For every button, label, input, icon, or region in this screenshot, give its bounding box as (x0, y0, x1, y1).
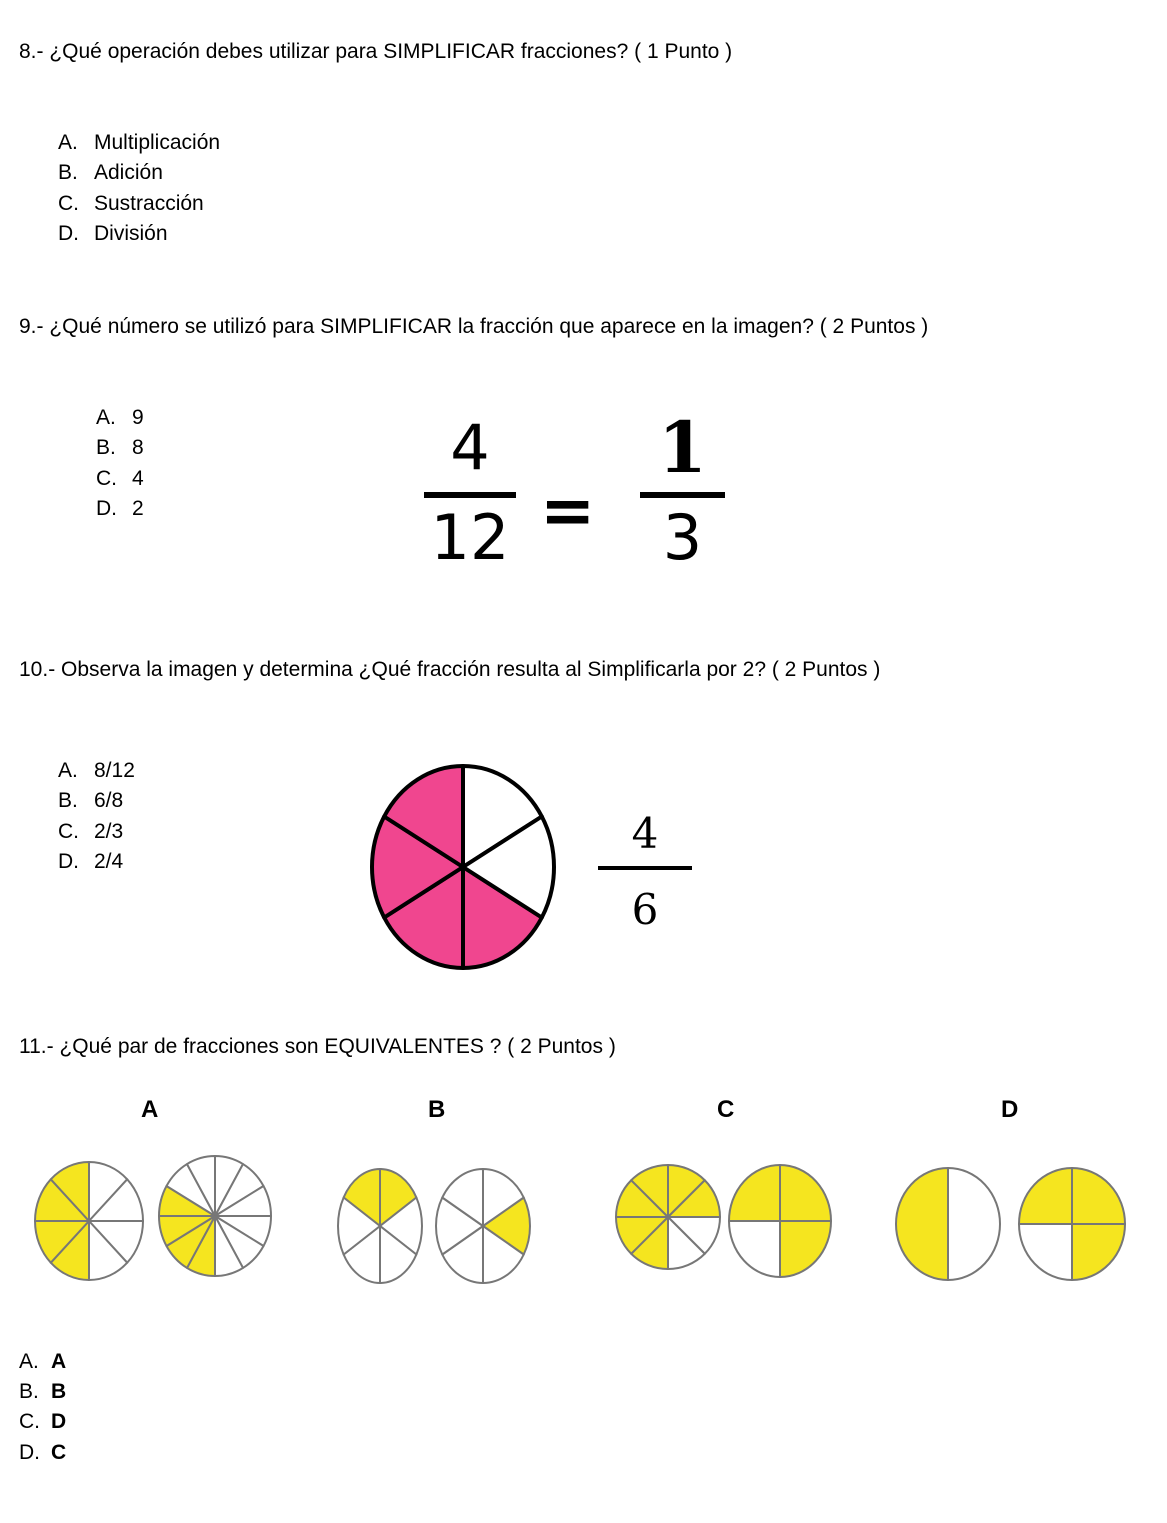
option-text: División (94, 222, 168, 245)
option-text: C (51, 1441, 67, 1464)
q10-option-a[interactable] (58, 759, 135, 783)
option-letter: C. (19, 1410, 40, 1433)
q10-option-b[interactable] (58, 789, 123, 813)
pair-a-right-circle (157, 1154, 273, 1278)
column-label-b: B (428, 1096, 446, 1123)
fraction-numerator: 4 (631, 809, 659, 858)
pair-c-right-circle (727, 1163, 833, 1279)
pair-d-left-circle (894, 1166, 1002, 1282)
option-text: 6/8 (94, 789, 124, 812)
q8-option-c[interactable] (58, 192, 204, 216)
fraction-denominator: 3 (662, 501, 703, 574)
fraction-numerator: 1 (658, 406, 707, 489)
option-letter: B. (58, 161, 78, 184)
fraction-bar (424, 492, 516, 498)
option-text: 2/3 (94, 820, 124, 843)
q9-option-a[interactable] (96, 406, 144, 430)
question-10-text: 10.- Observa la imagen y determina ¿Qué fracción resulta al Simplificarla por 2? ( 2 Puntos ) (19, 658, 881, 681)
option-text: Multiplicación (94, 131, 221, 154)
option-text: 9 (132, 406, 144, 429)
fraction-numerator: 4 (450, 411, 490, 484)
q8-option-b[interactable] (58, 161, 163, 185)
fraction-denominator: 12 (430, 501, 510, 574)
option-letter: D. (58, 222, 79, 245)
shaded-sector (780, 1221, 831, 1277)
option-letter: C. (96, 467, 117, 490)
equals-sign: = (540, 472, 596, 549)
empty-sector (729, 1221, 780, 1277)
pair-d-right-circle (1017, 1166, 1127, 1282)
option-letter: C. (58, 192, 79, 215)
option-text: Sustracción (94, 192, 204, 215)
option-letter: A. (19, 1350, 39, 1373)
q10-fraction-circle (368, 762, 558, 972)
q10-option-d[interactable] (58, 850, 123, 874)
option-letter: A. (58, 759, 78, 782)
option-text: 8/12 (94, 759, 135, 782)
pair-b-right-circle (434, 1167, 532, 1285)
column-label-c: C (717, 1096, 735, 1123)
option-letter: B. (58, 789, 78, 812)
fraction-4-6 (598, 809, 692, 934)
option-letter: C. (58, 820, 79, 843)
q9-option-c[interactable] (96, 467, 144, 491)
q9-option-b[interactable] (96, 436, 144, 460)
pair-c-left-circle (614, 1163, 722, 1271)
fraction-1-3 (640, 406, 725, 574)
empty-sector (1019, 1224, 1072, 1280)
shaded-sector (1072, 1224, 1125, 1280)
shaded-sector (1019, 1168, 1072, 1224)
question-11-text: 11.- ¿Qué par de fracciones son EQUIVALENTES ? ( 2 Puntos ) (19, 1035, 616, 1058)
option-letter: D. (19, 1441, 40, 1464)
option-text: 4 (132, 467, 144, 490)
option-text: 2/4 (94, 850, 124, 873)
fraction-bar (640, 492, 725, 498)
option-text: D (51, 1410, 67, 1433)
q9-option-d[interactable] (96, 497, 144, 521)
option-letter: B. (96, 436, 116, 459)
q10-option-c[interactable] (58, 820, 123, 844)
q11-option-a[interactable] (19, 1350, 66, 1374)
fraction-denominator: 6 (631, 885, 659, 934)
option-letter: B. (19, 1380, 39, 1403)
pair-b-left-circle (336, 1167, 424, 1285)
q9-equation-image (400, 400, 755, 615)
option-letter: A. (96, 406, 116, 429)
option-text: 8 (132, 436, 144, 459)
shaded-sector (729, 1165, 780, 1221)
option-text: A (51, 1350, 67, 1373)
option-letter: A. (58, 131, 78, 154)
q8-option-d[interactable] (58, 222, 168, 246)
shaded-sector (780, 1165, 831, 1221)
fraction-4-12 (420, 412, 520, 574)
option-letter: D. (58, 850, 79, 873)
column-label-a: A (141, 1096, 159, 1123)
pair-a-left-circle (33, 1160, 145, 1282)
fraction-bar (598, 866, 692, 870)
option-text: B (51, 1380, 67, 1403)
option-letter: D. (96, 497, 117, 520)
q11-option-b[interactable] (19, 1380, 66, 1404)
question-9-text: 9.- ¿Qué número se utilizó para SIMPLIFICAR la fracción que aparece en la imagen? ( 2 Puntos ) (19, 315, 929, 338)
empty-sector (948, 1168, 1000, 1280)
q11-option-c[interactable] (19, 1410, 66, 1434)
option-text: Adición (94, 161, 163, 184)
option-text: 2 (132, 497, 144, 520)
q8-option-a[interactable] (58, 131, 220, 155)
question-8-text: 8.- ¿Qué operación debes utilizar para SIMPLIFICAR fracciones? ( 1 Punto ) (19, 40, 733, 63)
column-label-d: D (1001, 1096, 1019, 1123)
q11-option-d[interactable] (19, 1441, 66, 1465)
shaded-sector (1072, 1168, 1125, 1224)
shaded-sector (896, 1168, 948, 1280)
